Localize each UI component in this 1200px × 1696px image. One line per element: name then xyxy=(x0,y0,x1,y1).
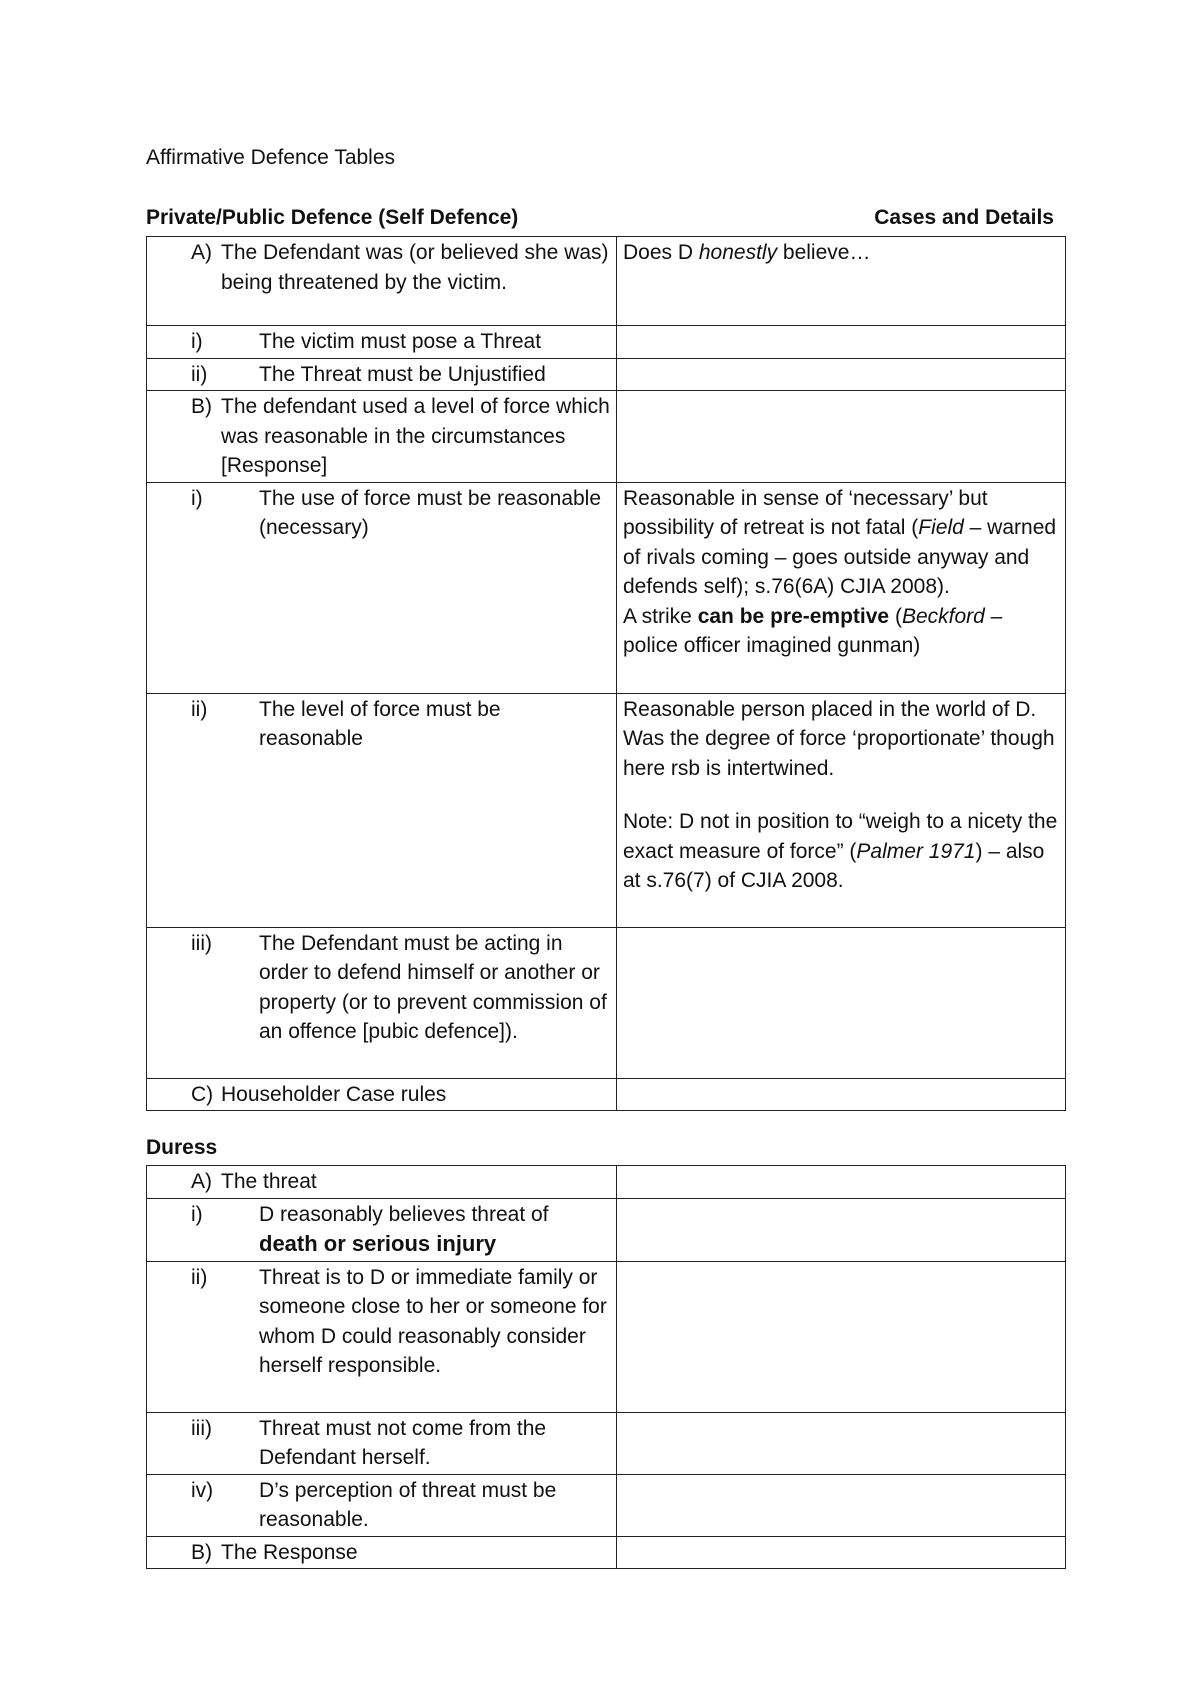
table-cell xyxy=(147,1166,617,1199)
row-text: Threat is to D or immediate family or someone close to her or someone for whom D could reasonably consider herself responsible. xyxy=(259,1265,607,1377)
row-label: B) xyxy=(191,395,212,418)
row-label: ii) xyxy=(191,362,208,386)
row-label: ii) xyxy=(191,697,208,721)
table-row xyxy=(147,1412,1066,1474)
page-title: Affirmative Defence Tables xyxy=(146,146,396,169)
table-cell xyxy=(147,927,617,1078)
table-row xyxy=(147,391,1066,483)
paragraph-gap xyxy=(623,783,1059,807)
detail-text: ( xyxy=(889,604,902,628)
duress-heading-bar xyxy=(146,1136,1054,1160)
detail-paragraph xyxy=(623,484,1059,602)
row-text: The level of force must be reasonable xyxy=(259,697,501,750)
table-row xyxy=(147,1261,1066,1412)
details-cell xyxy=(617,391,1066,483)
details-cell xyxy=(617,237,1066,326)
table-cell xyxy=(147,693,617,927)
case-name: Palmer 1971 xyxy=(856,839,976,863)
self-defence-table xyxy=(146,236,1066,1111)
detail-text: believe… xyxy=(777,241,871,264)
row-label: C) xyxy=(191,1082,214,1106)
detail-text: A strike xyxy=(623,604,698,628)
duress-table xyxy=(146,1165,1066,1569)
self-defence-heading-bar xyxy=(146,206,1054,230)
detail-text: Reasonable in sense of ‘necessary’ but possibility of retreat is not fatal ( xyxy=(623,486,988,539)
detail-text: – police officer imagined gunman) xyxy=(623,604,1003,657)
row-text-part: D reasonably believes threat of xyxy=(259,1202,549,1226)
table-row xyxy=(147,358,1066,391)
details-cell xyxy=(617,358,1066,391)
details-cell xyxy=(617,482,1066,693)
row-text: The threat xyxy=(221,1170,317,1193)
row-label: iv) xyxy=(191,1478,214,1502)
row-text: The victim must pose a Threat xyxy=(259,330,542,353)
table-cell xyxy=(147,1198,617,1261)
table-cell xyxy=(147,391,617,483)
detail-text: Note: D not in position to “weigh to a nicety the exact measure of force” ( xyxy=(623,810,1058,863)
row-label: ii) xyxy=(191,1265,208,1289)
detail-paragraph: Was the degree of force ‘proportionate’ though here rsb is intertwined. xyxy=(623,727,1055,780)
row-text: Threat must not come from the Defendant herself. xyxy=(259,1416,547,1469)
table-row xyxy=(147,1166,1066,1199)
case-name: Field xyxy=(918,516,964,539)
table-row xyxy=(147,482,1066,693)
detail-bold: can be pre-emptive xyxy=(697,604,890,628)
table-cell xyxy=(147,358,617,391)
table-cell xyxy=(147,1078,617,1111)
detail-text: – warned of rivals coming – goes outside anyway and defends self); s.76(6A) CJIA 2008). xyxy=(623,516,1057,598)
table-row xyxy=(147,927,1066,1078)
row-label: i) xyxy=(191,330,203,353)
details-cell xyxy=(617,1536,1066,1569)
table-row xyxy=(147,237,1066,326)
table-row xyxy=(147,1474,1066,1536)
row-text: The Defendant was (or believed she was) being threatened by the victim. xyxy=(221,241,609,294)
table-cell xyxy=(147,1474,617,1536)
row-label: B) xyxy=(191,1540,212,1564)
table-cell xyxy=(147,1261,617,1412)
detail-paragraph xyxy=(623,807,1059,896)
duress-heading: Duress xyxy=(146,1136,218,1159)
row-text xyxy=(259,1200,610,1260)
table-row xyxy=(147,1198,1066,1261)
row-text: The use of force must be reasonable (necessary) xyxy=(259,486,602,539)
detail-text: Does D xyxy=(623,241,699,264)
details-cell xyxy=(617,1166,1066,1199)
self-defence-heading: Private/Public Defence (Self Defence) xyxy=(146,206,519,229)
details-cell xyxy=(617,326,1066,359)
row-label: iii) xyxy=(191,931,212,955)
case-name: Beckford xyxy=(901,604,985,628)
row-label: A) xyxy=(191,1170,212,1193)
row-text: D’s perception of threat must be reasonable. xyxy=(259,1478,557,1531)
details-cell xyxy=(617,927,1066,1078)
row-text: The Defendant must be acting in order to defend himself or another or property (or to prevent commission of an offence [pubic defence]). xyxy=(259,931,607,1043)
details-cell xyxy=(617,693,1066,927)
detail-paragraph xyxy=(623,602,1059,661)
table-cell xyxy=(147,237,617,326)
row-text: The Threat must be Unjustified xyxy=(259,362,546,386)
detail-paragraph: Reasonable person placed in the world of D. xyxy=(623,697,1037,721)
table-row xyxy=(147,1078,1066,1111)
table-row xyxy=(147,693,1066,927)
detail-emphasis: honestly xyxy=(698,241,778,264)
details-cell xyxy=(617,1412,1066,1474)
table-cell xyxy=(147,482,617,693)
row-text: The Response xyxy=(221,1540,358,1564)
table-cell xyxy=(147,326,617,359)
row-label: i) xyxy=(191,1202,203,1226)
table-row xyxy=(147,1536,1066,1569)
table-row xyxy=(147,326,1066,359)
cases-details-heading: Cases and Details xyxy=(874,206,1054,229)
table-cell xyxy=(147,1536,617,1569)
row-label: A) xyxy=(191,241,212,264)
detail-text: ) – also at s.76(7) of CJIA 2008. xyxy=(623,839,1045,892)
row-text: The defendant used a level of force which was reasonable in the circumstances [Response] xyxy=(221,395,610,477)
row-text-bold: death or serious injury xyxy=(259,1231,497,1256)
details-cell xyxy=(617,1474,1066,1536)
table-cell xyxy=(147,1412,617,1474)
details-cell xyxy=(617,1198,1066,1261)
details-cell xyxy=(617,1261,1066,1412)
row-text: Householder Case rules xyxy=(221,1082,447,1106)
row-label: iii) xyxy=(191,1416,212,1440)
row-label: i) xyxy=(191,486,203,510)
details-cell xyxy=(617,1078,1066,1111)
